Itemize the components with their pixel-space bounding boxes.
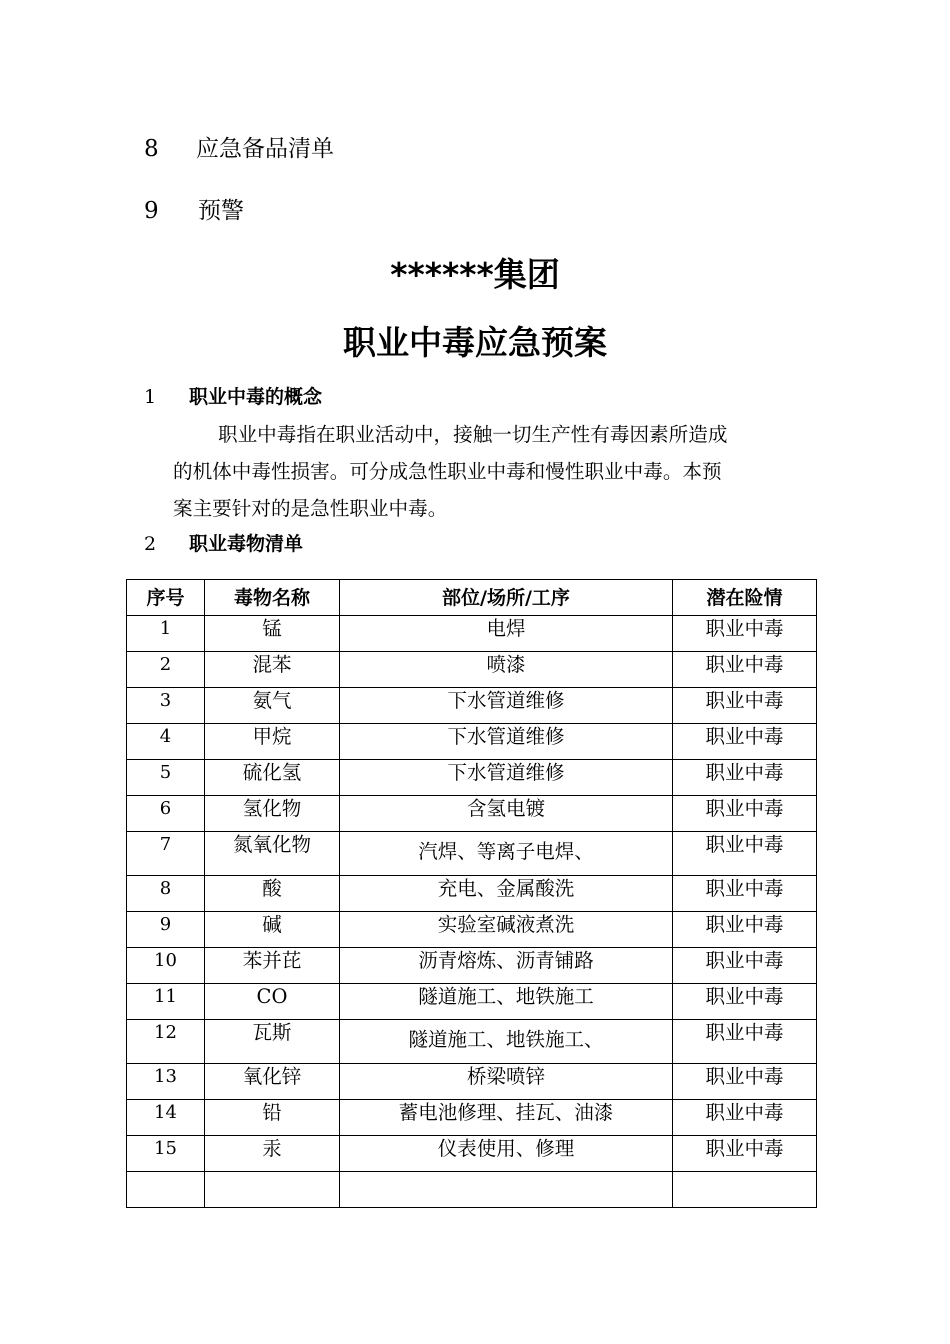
cell-location: 汽焊、等离子电焊、 — [340, 832, 673, 876]
cell-seq: 1 — [127, 616, 205, 652]
cell-toxin-name: 氨气 — [205, 688, 340, 724]
cell-toxin-name: 氧化锌 — [205, 1064, 340, 1100]
table-row — [127, 652, 817, 688]
toc-item-9 — [144, 196, 244, 226]
section-heading-2 — [144, 531, 303, 557]
table-row — [127, 1020, 817, 1064]
section-1-paragraph — [173, 416, 813, 527]
table-row — [127, 912, 817, 948]
table-row — [127, 688, 817, 724]
document-title: 职业中毒应急预案 — [343, 323, 607, 362]
cell-location: 隧道施工、地铁施工 — [340, 984, 673, 1020]
toc-number: 8 — [144, 136, 159, 162]
cell-location: 隧道施工、地铁施工、 — [340, 1020, 673, 1064]
cell-risk: 职业中毒 — [673, 616, 817, 652]
cell-risk: 职业中毒 — [673, 1064, 817, 1100]
table-row — [127, 724, 817, 760]
cell-toxin-name: 酸 — [205, 876, 340, 912]
cell-toxin-name: 氢化物 — [205, 796, 340, 832]
cell-seq: 12 — [127, 1020, 205, 1064]
cell-risk: 职业中毒 — [673, 1136, 817, 1172]
cell-seq: 2 — [127, 652, 205, 688]
toxin-table — [126, 579, 817, 1208]
cell-seq: 4 — [127, 724, 205, 760]
table-header-row — [127, 580, 817, 616]
cell-location: 蓄电池修理、挂瓦、油漆 — [340, 1100, 673, 1136]
table-row — [127, 1136, 817, 1172]
cell-risk: 职业中毒 — [673, 948, 817, 984]
cell-toxin-name: 混苯 — [205, 652, 340, 688]
cell-location — [340, 1172, 673, 1208]
section-title: 职业中毒的概念 — [189, 386, 323, 408]
cell-toxin-name: 铅 — [205, 1100, 340, 1136]
cell-location: 沥青熔炼、沥青铺路 — [340, 948, 673, 984]
cell-toxin-name: 苯并芘 — [205, 948, 340, 984]
cell-risk: 职业中毒 — [673, 832, 817, 876]
cell-location: 下水管道维修 — [340, 688, 673, 724]
cell-location: 含氢电镀 — [340, 796, 673, 832]
cell-risk — [673, 1172, 817, 1208]
section-heading-1 — [144, 384, 322, 410]
cell-toxin-name: 汞 — [205, 1136, 340, 1172]
cell-location: 喷漆 — [340, 652, 673, 688]
cell-location: 充电、金属酸洗 — [340, 876, 673, 912]
cell-toxin-name: 瓦斯 — [205, 1020, 340, 1064]
cell-toxin-name: 锰 — [205, 616, 340, 652]
cell-toxin-name: 硫化氢 — [205, 760, 340, 796]
cell-risk: 职业中毒 — [673, 688, 817, 724]
toc-label: 应急备品清单 — [196, 136, 334, 162]
cell-toxin-name — [205, 1172, 340, 1208]
cell-seq: 14 — [127, 1100, 205, 1136]
table-row — [127, 1172, 817, 1208]
cell-risk: 职业中毒 — [673, 724, 817, 760]
cell-risk: 职业中毒 — [673, 1020, 817, 1064]
header-risk: 潜在险情 — [673, 580, 817, 616]
cell-location: 桥梁喷锌 — [340, 1064, 673, 1100]
paragraph-line: 案主要针对的是急性职业中毒。 — [173, 497, 448, 520]
toc-item-8 — [144, 134, 334, 164]
cell-location: 下水管道维修 — [340, 760, 673, 796]
table-row — [127, 876, 817, 912]
document-title-org: ******集团 — [390, 255, 560, 294]
cell-seq: 10 — [127, 948, 205, 984]
cell-toxin-name: 氮氧化物 — [205, 832, 340, 876]
cell-seq: 7 — [127, 832, 205, 876]
header-toxin-name: 毒物名称 — [205, 580, 340, 616]
cell-location: 仪表使用、修理 — [340, 1136, 673, 1172]
table-row — [127, 984, 817, 1020]
section-title: 职业毒物清单 — [189, 533, 304, 555]
table-row — [127, 1064, 817, 1100]
cell-seq — [127, 1172, 205, 1208]
cell-seq: 9 — [127, 912, 205, 948]
cell-risk: 职业中毒 — [673, 652, 817, 688]
cell-seq: 6 — [127, 796, 205, 832]
cell-risk: 职业中毒 — [673, 984, 817, 1020]
cell-toxin-name: 碱 — [205, 912, 340, 948]
cell-toxin-name: CO — [205, 984, 340, 1020]
cell-risk: 职业中毒 — [673, 912, 817, 948]
header-location: 部位/场所/工序 — [340, 580, 673, 616]
cell-seq: 5 — [127, 760, 205, 796]
section-number: 2 — [144, 533, 157, 555]
table-row — [127, 796, 817, 832]
table-row — [127, 616, 817, 652]
paragraph-line: 职业中毒指在职业活动中，接触一切生产性有毒因素所造成 — [218, 423, 728, 446]
table-row — [127, 1100, 817, 1136]
header-seq: 序号 — [127, 580, 205, 616]
cell-risk: 职业中毒 — [673, 760, 817, 796]
table-body — [127, 616, 817, 1208]
toc-number: 9 — [144, 198, 159, 224]
cell-location: 下水管道维修 — [340, 724, 673, 760]
cell-risk: 职业中毒 — [673, 796, 817, 832]
section-number: 1 — [144, 386, 157, 408]
table-row — [127, 832, 817, 876]
table-row — [127, 760, 817, 796]
paragraph-line: 的机体中毒性损害。可分成急性职业中毒和慢性职业中毒。本预 — [173, 460, 722, 483]
cell-location: 电焊 — [340, 616, 673, 652]
cell-risk: 职业中毒 — [673, 876, 817, 912]
cell-seq: 8 — [127, 876, 205, 912]
cell-toxin-name: 甲烷 — [205, 724, 340, 760]
cell-seq: 15 — [127, 1136, 205, 1172]
cell-location: 实验室碱液煮洗 — [340, 912, 673, 948]
cell-seq: 3 — [127, 688, 205, 724]
toc-label: 预警 — [198, 198, 244, 224]
cell-seq: 13 — [127, 1064, 205, 1100]
cell-risk: 职业中毒 — [673, 1100, 817, 1136]
cell-seq: 11 — [127, 984, 205, 1020]
table-row — [127, 948, 817, 984]
